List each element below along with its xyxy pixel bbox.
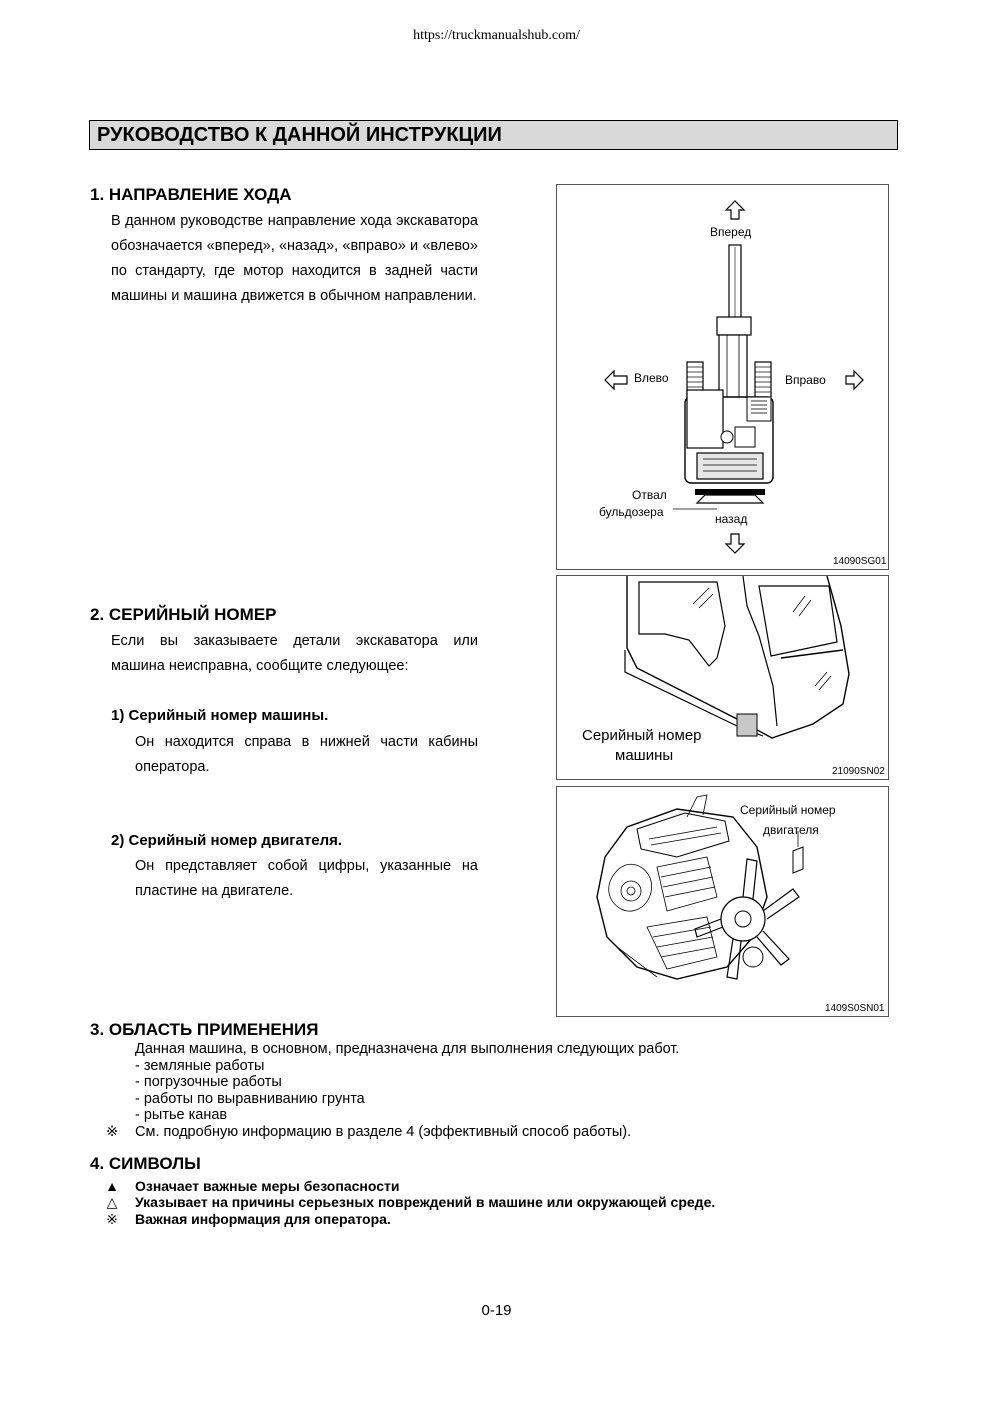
figure1-code: 14090SG01 [833, 556, 887, 567]
caution-triangle-outline-icon: △ [106, 1194, 118, 1210]
symbol-3-text: Важная информация для оператора. [135, 1211, 391, 1227]
cab-serial-label-line1: Серийный номер [582, 727, 702, 744]
section3-item-2: - погрузочные работы [135, 1074, 282, 1090]
figure3-code: 1409S0SN01 [825, 1003, 885, 1014]
item2-heading: 2) Серийный номер двигателя. [111, 832, 343, 849]
section3-intro: Данная машина, в основном, предназначена для выполнения следующих работ. [135, 1041, 680, 1057]
cab-drawing [557, 576, 889, 780]
item1-heading: 1) Серийный номер машины. [111, 707, 329, 724]
page-number: 0-19 [481, 1302, 512, 1319]
dozer-label-line1: Отвал [632, 488, 667, 502]
left-label: Влево [634, 371, 669, 385]
section3-heading: 3. ОБЛАСТЬ ПРИМЕНЕНИЯ [90, 1020, 319, 1039]
title-banner [89, 120, 898, 150]
section3-item-4: - рытье канав [135, 1107, 228, 1123]
figure2-code: 21090SN02 [832, 766, 885, 777]
right-label: Вправо [785, 373, 826, 387]
section3-note: См. подробную информацию в разделе 4 (эффективный способ работы). [135, 1124, 632, 1140]
section2-heading: 2. СЕРИЙНЫЙ НОМЕР [90, 605, 277, 624]
dozer-label-line2: бульдозера [599, 505, 664, 519]
section3-item-1: - земляные работы [135, 1058, 265, 1074]
section2-body: Если вы заказываете детали экскаватора или машина неисправна, сообщите следующее: [111, 633, 478, 674]
engine-serial-label-line2: двигателя [763, 823, 819, 837]
header-url: https://truckmanualshub.com/ [413, 28, 580, 43]
section3-item-3: - работы по выравниванию грунта [135, 1091, 365, 1107]
travel-direction-figure [556, 184, 889, 570]
section1-body: В данном руководстве направление хода экскаватора обозначается «вперед», «назад», «вправо» и «влево» по стандарту, где мотор находится в задней части машины и машина движется в обычном направлении. [111, 213, 478, 304]
forward-label: Вперед [710, 225, 752, 239]
engine-drawing [557, 787, 889, 1017]
section4-heading: 4. СИМВОЛЫ [90, 1154, 201, 1173]
warning-triangle-filled-icon: ▲ [105, 1178, 119, 1194]
engine-serial-figure [556, 786, 889, 1017]
symbol-1-text: Означает важные меры безопасности [135, 1178, 400, 1194]
item1-body: Он находится справа в нижней части кабины оператора. [135, 734, 478, 775]
back-label: назад [715, 512, 748, 526]
engine-serial-label-line1: Серийный номер [740, 803, 836, 817]
section1-heading: 1. НАПРАВЛЕНИЕ ХОДА [90, 185, 292, 204]
section3-note-mark: ※ [106, 1124, 119, 1140]
symbol-2-text: Указывает на причины серьезных повреждений в машине или окружающей среде. [135, 1194, 716, 1210]
cab-serial-label-line2: машины [615, 747, 674, 764]
item2-body: Он представляет собой цифры, указанные на пластине на двигателе. [135, 858, 478, 899]
cab-serial-figure [556, 575, 889, 780]
page-title: РУКОВОДСТВО К ДАННОЙ ИНСТРУКЦИИ [97, 124, 502, 146]
reference-mark-icon: ※ [106, 1211, 118, 1227]
